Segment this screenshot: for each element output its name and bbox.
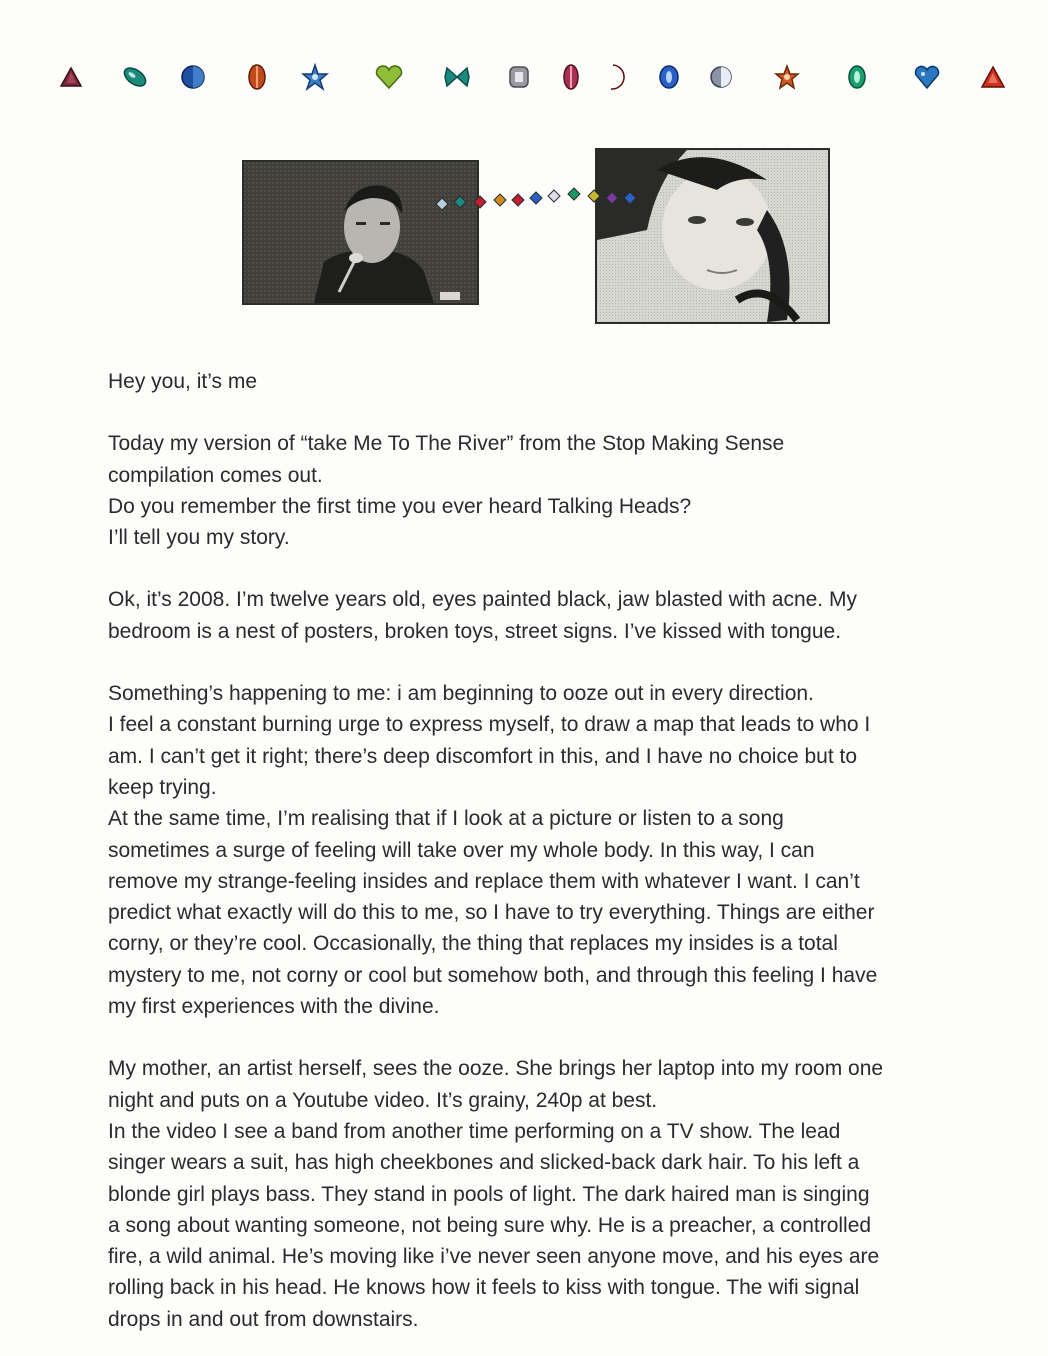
paragraph-2: Ok, it’s 2008. I’m twelve years old, eyes painted black, jaw blasted with acne. My bedroom is a nest of posters, broken toys, street signs. I’ve kissed with tongue. [108, 588, 857, 643]
triangle-charm-icon [56, 60, 86, 94]
oval-charm-icon [842, 60, 872, 94]
letter-body [108, 366, 958, 1335]
selfie-photo [595, 148, 830, 324]
paragraph-3: Something’s happening to me: i am beginning to ooze out in every direction. I feel a constant burning urge to express myself, to draw a map that leads to who I am. I can’t get it right; there’s deep discomfort in this, and I have no choice but to keep trying. At the same time, I’m realising that if I look at a picture or listen to a song sometimes a surge of feeling will take over my whole body. In this way, I can remove my strange-feeling insides and replace them with whatever I want. I can’t predict what exactly will do this to me, so I have to try everything. Things are either corny, or they’re cool. Occasionally, the thing that replaces my insides is a total mystery to me, not corny or cool but somehow both, and through this feeling I have my first experiences with the divine. [108, 682, 878, 1019]
oval-charm-icon [556, 60, 586, 94]
triangle-charm-icon [978, 60, 1008, 94]
crescent-moon-charm-icon [602, 60, 632, 94]
gem-chain [428, 182, 648, 222]
paragraph-4: My mother, an artist herself, sees the ooze. She brings her laptop into my room one night and puts on a Youtube video. It’s grainy, 240p at best. In the video I see a band from another time performing on a TV show. The lead singer wears a suit, has high cheekbones and slicked-back dark hair. To his left a blonde girl plays bass. They stand in pools of light. The dark haired man is singing a song about wanting someone, not being sure why. He is a preacher, a controlled fire, a wild animal. He’s moving like i’ve never seen anyone move, and his eyes are rolling back in his head. He knows how it feels to kiss with tongue. The wifi signal drops in and out from downstairs. [108, 1057, 884, 1331]
square-charm-icon [504, 60, 534, 94]
heart-charm-icon [912, 60, 942, 94]
star-charm-icon [772, 60, 802, 94]
photo-collage [0, 140, 1048, 330]
round-charm-icon [654, 60, 684, 94]
paragraph-1: Today my version of “take Me To The River” from the Stop Making Sense compilation comes out. Do you remember the first time you ever heard Talking Heads? I’ll tell you my story. [108, 432, 785, 550]
charm-border [0, 60, 1048, 100]
heart-charm-icon [374, 60, 404, 94]
star-charm-icon [300, 60, 330, 94]
butterfly-charm-icon [442, 60, 472, 94]
round-charm-icon [706, 60, 736, 94]
oval-charm-icon [242, 60, 272, 94]
round-charm-icon [178, 60, 208, 94]
greeting: Hey you, it’s me [108, 370, 257, 393]
teardrop-charm-icon [120, 60, 150, 94]
